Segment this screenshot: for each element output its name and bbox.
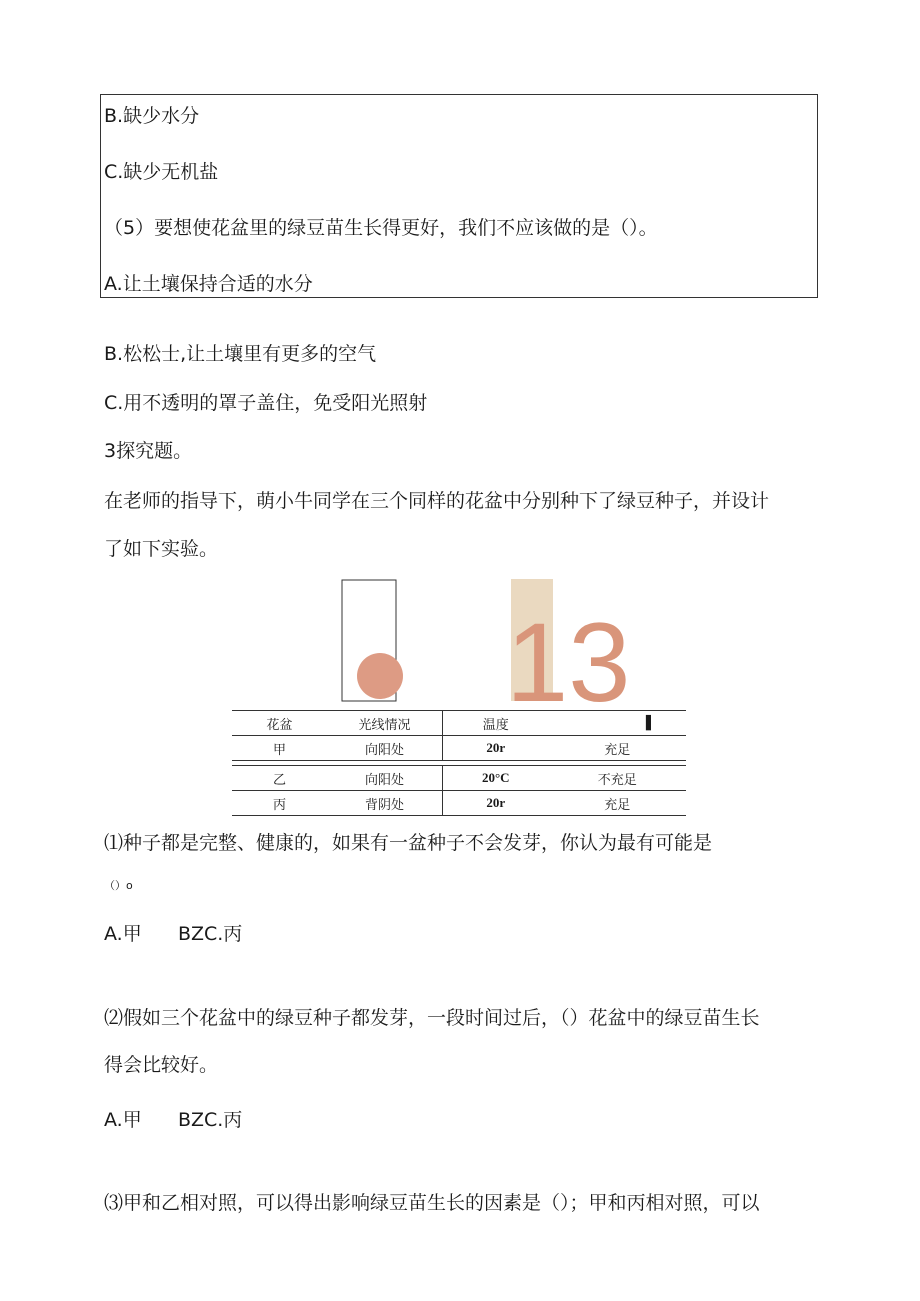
boxed-question-section bbox=[100, 94, 818, 298]
experiment-illustration bbox=[330, 574, 640, 708]
question-1-text: ⑴种子都是完整、健康的，如果有一盆种子不会发芽，你认为最有可能是 bbox=[104, 832, 713, 854]
question-2-line2: 得会比较好。 bbox=[104, 1054, 219, 1076]
question-5-option-a: A.让土壤保持合适的水分 bbox=[104, 273, 313, 295]
header-pot: 花盆 bbox=[232, 711, 327, 736]
cell-light: 向阳处 bbox=[327, 736, 443, 761]
cell-pot: 甲 bbox=[232, 736, 327, 761]
section-3-intro-line1: 在老师的指导下，萌小牛同学在三个同样的花盆中分别种下了绿豆种子，并设计 bbox=[104, 490, 770, 512]
question-1-options: A.甲 BZC.丙 bbox=[104, 923, 243, 945]
table-row bbox=[232, 766, 686, 791]
table-row bbox=[232, 791, 686, 816]
question-5-option-c: C.用不透明的罩子盖住，免受阳光照射 bbox=[104, 392, 428, 414]
section-3-intro-line2: 了如下实验。 bbox=[104, 538, 219, 560]
cell-temp: 20°C bbox=[443, 766, 549, 791]
question-5-text: （5）要想使花盆里的绿豆苗生长得更好，我们不应该做的是（）。 bbox=[104, 217, 658, 239]
cell-light: 向阳处 bbox=[327, 766, 443, 791]
cell-water: 充足 bbox=[548, 736, 686, 761]
question-2-options: A.甲 BZC.丙 bbox=[104, 1109, 243, 1131]
box-line-option-b: B.缺少水分 bbox=[104, 105, 200, 127]
experiment-table bbox=[232, 710, 686, 816]
cell-pot: 丙 bbox=[232, 791, 327, 816]
box-line-option-c: C.缺少无机盐 bbox=[104, 161, 219, 183]
seed-circle bbox=[357, 653, 403, 699]
question-3-line1: ⑶甲和乙相对照，可以得出影响绿豆苗生长的因素是（）；甲和丙相对照，可以 bbox=[104, 1192, 760, 1214]
section-3-title: 3探究题。 bbox=[104, 440, 193, 462]
header-temperature: 温度 bbox=[443, 711, 549, 736]
cell-temp: 20r bbox=[443, 736, 549, 761]
header-fourth: ▌ bbox=[548, 711, 686, 736]
table-row bbox=[232, 736, 686, 761]
question-1-blank: （）o bbox=[104, 879, 133, 892]
cell-water: 充足 bbox=[548, 791, 686, 816]
question-2-line1: ⑵假如三个花盆中的绿豆种子都发芽，一段时间过后，（）花盆中的绿豆苗生长 bbox=[104, 1007, 760, 1029]
header-light: 光线情况 bbox=[327, 711, 443, 736]
cell-temp: 20r bbox=[443, 791, 549, 816]
table-header-row bbox=[232, 711, 686, 736]
digits-13: 13 bbox=[506, 600, 631, 708]
cell-water: 不充足 bbox=[548, 766, 686, 791]
cell-pot: 乙 bbox=[232, 766, 327, 791]
question-5-option-b: B.松松士,让土壤里有更多的空气 bbox=[104, 343, 377, 365]
cell-light: 背阴处 bbox=[327, 791, 443, 816]
